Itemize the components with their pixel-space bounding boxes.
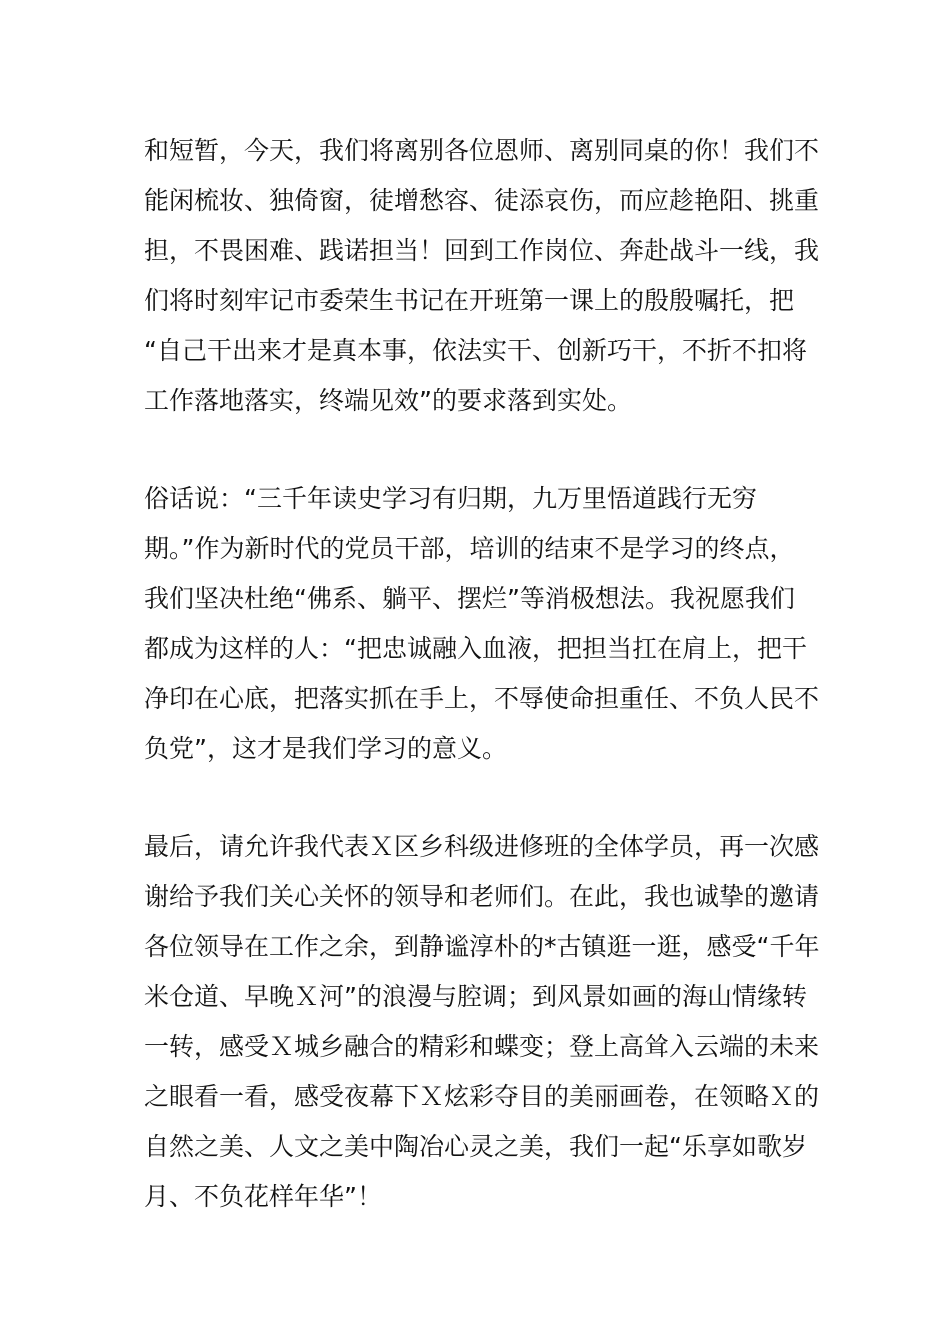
paragraph-line: 负党”，这才是我们学习的意义。 xyxy=(144,734,507,763)
paragraph-line: 最后，请允许我代表Ｘ区乡科级进修班的全体学员，再一次感 xyxy=(144,832,820,861)
paragraph-line: 谢给予我们关心关怀的领导和老师们。在此，我也诚挚的邀请 xyxy=(144,882,820,911)
paragraph-line: 期。”作为新时代的党员干部，培训的结束不是学习的终点， xyxy=(144,534,795,563)
paragraph-line: 都成为这样的人：“把忠诚融入血液，把担当扛在肩上，把干 xyxy=(144,634,807,663)
paragraph-line: 月、不负花样年华”！ xyxy=(144,1182,382,1211)
paragraph-line: 能闲梳妆、独倚窗，徒增愁容、徒添哀伤，而应趁艳阳、挑重 xyxy=(144,186,820,215)
paragraph-line: 净印在心底，把落实抓在手上，不辱使命担重任、不负人民不 xyxy=(144,684,820,713)
paragraph-line: 米仓道、早晚Ｘ河”的浪漫与腔调；到风景如画的海山情缘转 xyxy=(144,982,807,1011)
paragraph-1 xyxy=(144,126,824,426)
paragraph-line: 之眼看一看，感受夜幕下Ｘ炫彩夺目的美丽画卷，在领略Ｘ的 xyxy=(144,1082,820,1111)
paragraph-line: 担，不畏困难、践诺担当！回到工作岗位、奔赴战斗一线，我 xyxy=(144,236,820,265)
paragraph-line: 和短暂，今天，我们将离别各位恩师、离别同桌的你！我们不 xyxy=(144,136,820,165)
paragraph-line: “自己干出来才是真本事，依法实干、创新巧干，不折不扣将 xyxy=(144,336,807,365)
paragraph-2 xyxy=(144,474,824,774)
paragraph-line: 自然之美、人文之美中陶冶心灵之美，我们一起“乐享如歌岁 xyxy=(144,1132,807,1161)
paragraph-line: 一转，感受Ｘ城乡融合的精彩和蝶变；登上高耸入云端的未来 xyxy=(144,1032,820,1061)
paragraph-line: 工作落地落实，终端见效”的要求落到实处。 xyxy=(144,386,632,415)
paragraph-3 xyxy=(144,822,824,1222)
paragraph-line: 俗话说：“三千年读史学习有归期，九万里悟道践行无穷 xyxy=(144,484,757,513)
paragraph-line: 各位领导在工作之余，到静谧淳朴的*古镇逛一逛，感受“千年 xyxy=(144,932,820,961)
paragraph-line: 们将时刻牢记市委荣生书记在开班第一课上的殷殷嘱托，把 xyxy=(144,286,795,315)
paragraph-line: 我们坚决杜绝“佛系、躺平、摆烂”等消极想法。我祝愿我们 xyxy=(144,584,795,613)
